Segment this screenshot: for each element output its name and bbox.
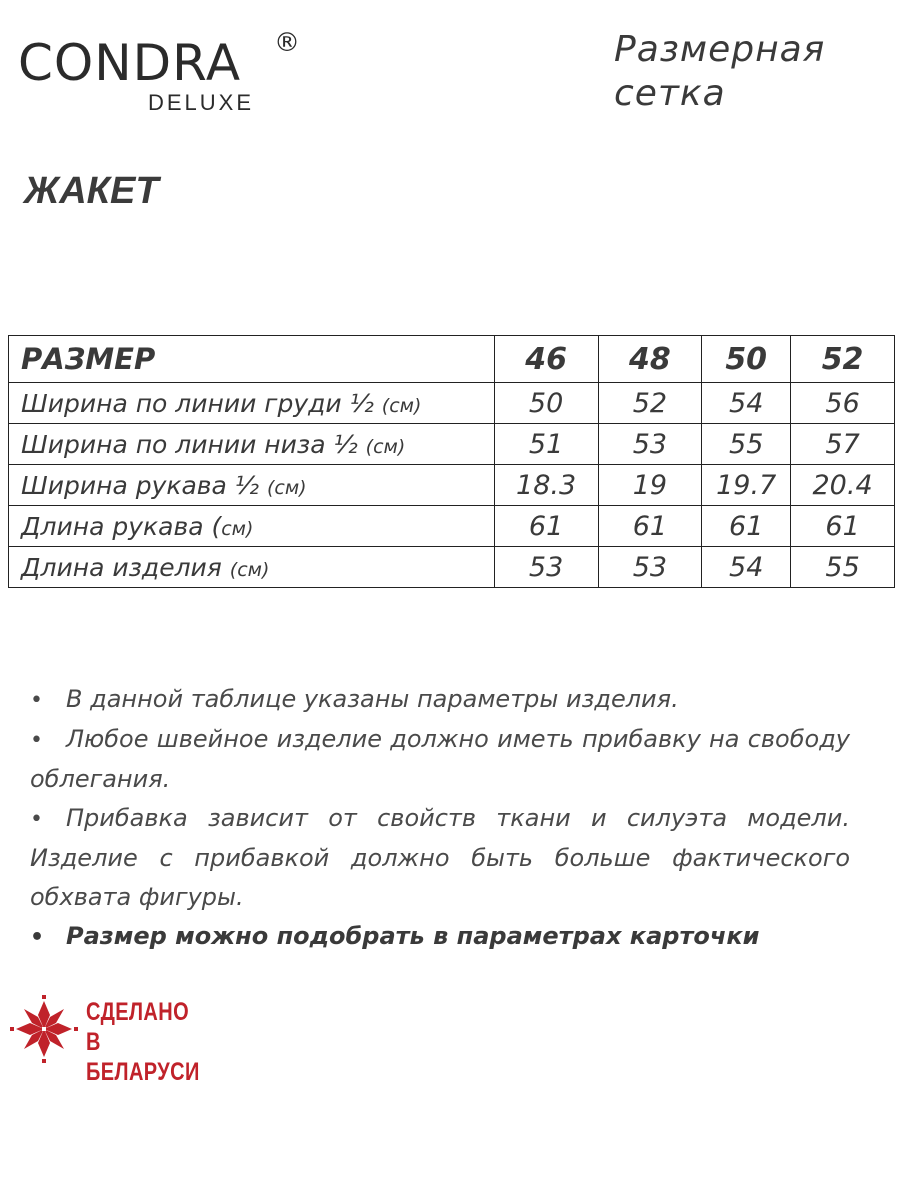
cell-value: 51 xyxy=(494,424,598,465)
list-item xyxy=(30,680,850,720)
row-unit: см) xyxy=(221,517,254,540)
row-unit: (см) xyxy=(381,394,422,417)
table-header-row xyxy=(9,336,895,383)
row-label-text: Ширина рукава ½ xyxy=(21,470,267,500)
cell-value: 54 xyxy=(702,383,791,424)
row-unit: (см) xyxy=(365,435,406,458)
bullet-icon: • xyxy=(30,688,43,713)
table-row xyxy=(9,465,895,506)
note-text: В данной таблице указаны параметры изделия. xyxy=(66,685,679,713)
header-size-52: 52 xyxy=(791,336,895,383)
cell-value: 52 xyxy=(598,383,702,424)
row-label xyxy=(9,383,495,424)
table-row xyxy=(9,547,895,588)
cell-value: 19.7 xyxy=(702,465,791,506)
note-text: Размер можно подобрать в параметрах карточки xyxy=(66,922,760,950)
note-text: Любое швейное изделие должно иметь прибавку на свободу облегания. xyxy=(30,725,850,793)
note-text: Прибавка зависит от свойств ткани и силуэта модели. Изделие с прибавкой должно быть больше фактического обхвата фигуры. xyxy=(30,804,850,911)
badge-line1: СДЕЛАНО xyxy=(86,998,190,1026)
list-item xyxy=(30,720,850,799)
row-label xyxy=(9,547,495,588)
page-title xyxy=(614,28,884,116)
cell-value: 56 xyxy=(791,383,895,424)
row-label-text: Ширина по линии низа ½ xyxy=(21,429,366,459)
list-item xyxy=(30,799,850,917)
page-title-line1: Размерная xyxy=(614,29,826,70)
cell-value: 55 xyxy=(791,547,895,588)
belarus-ornament-icon xyxy=(8,995,80,1065)
row-label-text: Ширина по линии груди ½ xyxy=(21,388,382,418)
cell-value: 61 xyxy=(702,506,791,547)
table-row xyxy=(9,506,895,547)
size-table xyxy=(8,335,895,588)
brand-logo xyxy=(18,28,308,118)
cell-value: 20.4 xyxy=(791,465,895,506)
registered-mark: ® xyxy=(274,28,300,58)
badge-line2: В БЕЛАРУСИ xyxy=(86,1028,200,1086)
cell-value: 53 xyxy=(598,547,702,588)
logo-wordmark: CONDRA xyxy=(18,34,242,92)
cell-value: 18.3 xyxy=(494,465,598,506)
header-size-48: 48 xyxy=(598,336,702,383)
cell-value: 61 xyxy=(598,506,702,547)
header-size-46: 46 xyxy=(494,336,598,383)
row-unit: (см) xyxy=(229,558,270,581)
product-title: ЖАКЕТ xyxy=(24,170,159,212)
logo-subtitle: DELUXE xyxy=(148,90,255,115)
cell-value: 50 xyxy=(494,383,598,424)
badge-text xyxy=(86,997,200,1087)
cell-value: 53 xyxy=(598,424,702,465)
cell-value: 53 xyxy=(494,547,598,588)
header-size-50: 50 xyxy=(702,336,791,383)
row-label xyxy=(9,506,495,547)
row-label-text: Длина изделия xyxy=(21,552,230,582)
list-item xyxy=(30,917,850,957)
table-row xyxy=(9,424,895,465)
bullet-icon: • xyxy=(30,807,43,832)
cell-value: 61 xyxy=(494,506,598,547)
row-unit: (см) xyxy=(266,476,307,499)
bullet-icon: • xyxy=(30,728,43,753)
page-title-line2: сетка xyxy=(614,73,726,114)
bullet-icon: • xyxy=(30,925,45,950)
row-label-text: Длина рукава ( xyxy=(21,511,222,541)
notes-list xyxy=(30,680,850,957)
header-size-label: РАЗМЕР xyxy=(9,336,495,383)
made-in-belarus-badge xyxy=(8,995,228,1086)
row-label xyxy=(9,424,495,465)
cell-value: 57 xyxy=(791,424,895,465)
cell-value: 19 xyxy=(598,465,702,506)
table-row xyxy=(9,383,895,424)
cell-value: 55 xyxy=(702,424,791,465)
row-label xyxy=(9,465,495,506)
cell-value: 61 xyxy=(791,506,895,547)
cell-value: 54 xyxy=(702,547,791,588)
